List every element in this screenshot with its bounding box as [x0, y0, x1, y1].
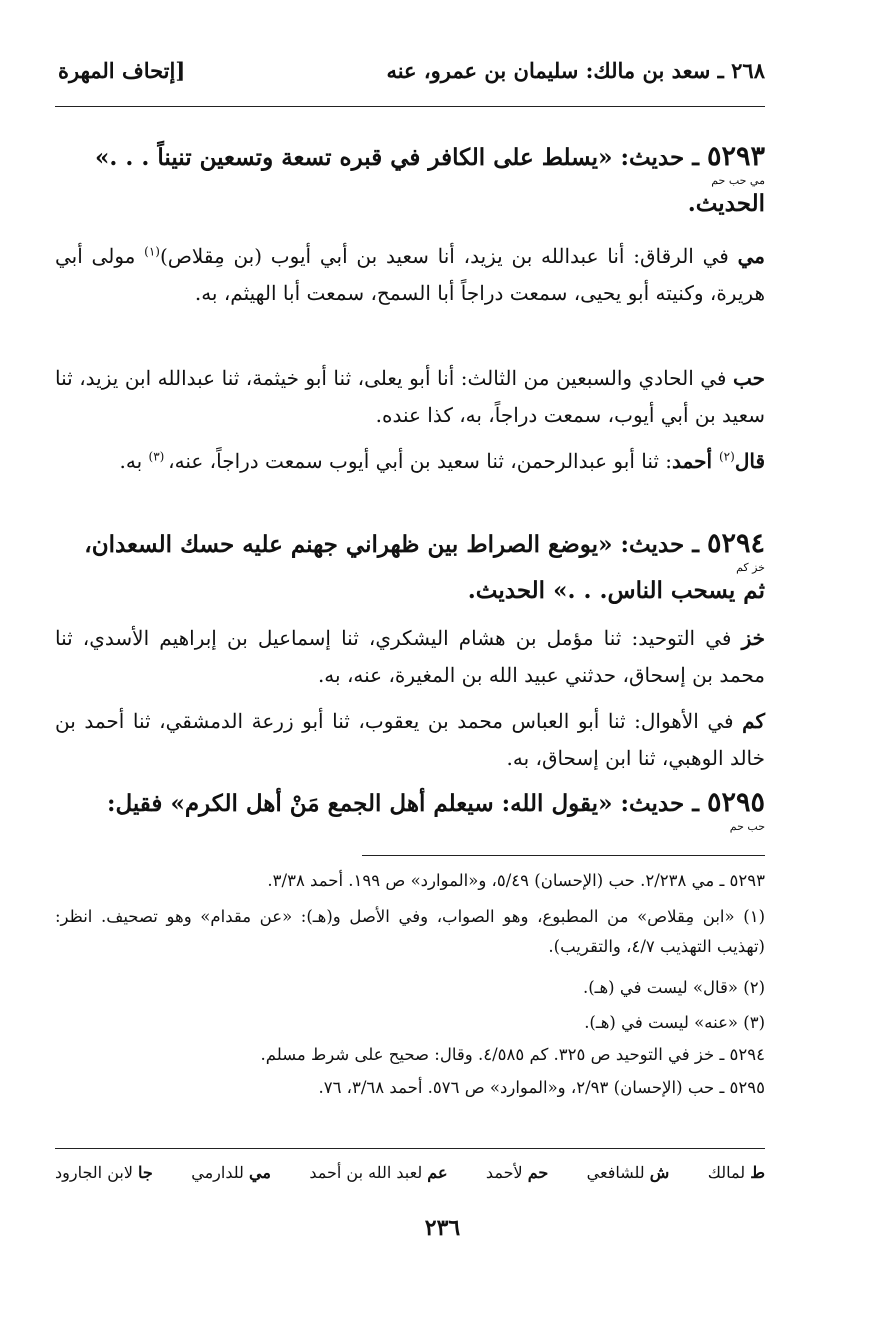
footnote-ref-3: (٣) — [148, 449, 169, 464]
legend-name: لأحمد — [485, 1163, 523, 1182]
entry-number: ٥٢٩٤ — [706, 528, 765, 559]
page-number: ٢٣٦ — [424, 1215, 461, 1241]
running-title: ٢٦٨ ـ سعد بن مالك: سليمان بن عمرو، عنه — [386, 58, 765, 83]
source-siglum: قال — [734, 449, 765, 473]
legend-item — [191, 1163, 271, 1182]
entry-number: ٥٢٩٥ — [706, 787, 765, 818]
hadith-entry-5293 — [55, 140, 765, 221]
hadith-entry-5294 — [55, 527, 765, 608]
source-siglum: حب — [732, 366, 765, 390]
entry-label: ـ حديث: — [612, 144, 707, 171]
chain-paragraph-hakim — [55, 703, 765, 777]
legend-code: مي — [248, 1163, 271, 1182]
chain-text: في الأهوال: ثنا أبو العباس محمد بن يعقوب، ثنا أبو زرعة الدمشقي، ثنا أحمد بن خالد الوهبي، ثنا ابن إسحاق، به. — [55, 709, 765, 770]
legend-code: جا — [138, 1163, 153, 1182]
legend-code: ط — [750, 1163, 765, 1182]
chain-text: في الرقاق: أنا عبدالله بن يزيد، أنا سعيد بن أبي أيوب (بن مِقلاص) — [159, 244, 738, 268]
book-title: [إتحاف المهرة — [58, 58, 186, 83]
chain-paragraph-ahmad — [55, 443, 765, 480]
chain-text: به. — [119, 449, 149, 473]
footnote-ref-1: (١) — [144, 244, 160, 259]
source-siglum: خز — [741, 626, 765, 650]
legend-name: للشافعي — [586, 1163, 645, 1182]
legend-name: لابن الجارود — [55, 1163, 133, 1182]
legend-item — [309, 1163, 447, 1182]
entry-label: ـ حديث: — [612, 531, 707, 558]
legend-name: لعبد الله بن أحمد — [309, 1163, 423, 1182]
entry-title — [55, 527, 765, 562]
entry-text: «يوضع الصراط بين ظهراني جهنم عليه حسك السعدان، — [84, 531, 613, 558]
source-siglum: مي — [737, 244, 765, 268]
entry-continuation: الحديث. — [687, 190, 765, 217]
chain-paragraph-darimi — [55, 238, 765, 312]
footnote-1: (١) «ابن مِقلاص» من المطبوع، وهو الصواب، وفي الأصل و(هـ): «عن مقدام» وهو تصحيف. انظر: (تهذيب التهذيب ٤/٧، والتقريب). — [55, 907, 765, 956]
chain-text: في التوحيد: ثنا مؤمل بن هشام اليشكري، ثنا إسماعيل بن إبراهيم الأسدي، ثنا محمد بن إسحاق، حدثني عبيد الله بن المغيرة، عنه، به. — [55, 626, 765, 687]
entry-sigla: خز كم — [736, 561, 765, 574]
legend-code: عم — [427, 1163, 448, 1182]
legend-code: حم — [527, 1163, 549, 1182]
source-name: أحمد — [672, 449, 719, 473]
legend-code: ش — [649, 1163, 670, 1182]
footnote-takhrij-5293: ٥٢٩٣ ـ مي ٢/٢٣٨. حب (الإحسان) ٥/٤٩، و«الموارد» ص ١٩٩. أحمد ٣/٣٨. — [267, 871, 765, 890]
footnote-takhrij-5295: ٥٢٩٥ ـ حب (الإحسان) ٢/٩٣، و«الموارد» ص ٥٧٦. أحمد ٣/٦٨، ٧٦. — [318, 1078, 765, 1097]
chain-paragraph-ibn-khuzayma — [55, 620, 765, 694]
entry-sigla: مي حب حم — [711, 174, 765, 187]
footnote-takhrij-5294: ٥٢٩٤ ـ خز في التوحيد ص ٣٢٥. كم ٤/٥٨٥. وقال: صحيح على شرط مسلم. — [260, 1045, 765, 1064]
source-siglum: كم — [742, 709, 765, 733]
chain-paragraph-ibn-hibban — [55, 360, 765, 434]
legend-rule — [55, 1148, 765, 1149]
entry-title — [55, 140, 765, 175]
entry-text: «يقول الله: سيعلم أهل الجمع مَنْ أهل الكرم» فقيل: — [106, 790, 613, 817]
legend-item — [587, 1163, 670, 1182]
legend-name: للدارمي — [191, 1163, 244, 1182]
legend-item — [486, 1163, 548, 1182]
chain-text: مولى أبي هريرة، وكنيته أبو يحيى، سمعت دراجاً أبا السمح، سمعت أبا الهيثم، به. — [55, 244, 765, 305]
entry-title — [55, 786, 765, 821]
entry-label: ـ حديث: — [612, 790, 707, 817]
legend-item — [708, 1163, 765, 1182]
footnote-rule — [362, 855, 765, 856]
entry-continuation: ثم يسحب الناس. . .» الحديث. — [467, 577, 765, 604]
entry-sigla: حب حم — [729, 820, 765, 833]
sigla-legend — [55, 1163, 765, 1182]
legend-item — [55, 1163, 153, 1182]
legend-name: لمالك — [707, 1163, 746, 1182]
chain-text: : ثنا أبو عبدالرحمن، ثنا سعيد بن أبي أيوب سمعت دراجاً، عنه، — [168, 449, 673, 473]
hadith-entry-5295 — [55, 786, 765, 833]
footnote-3: (٣) «عنه» ليست في (هـ). — [584, 1013, 765, 1032]
footnote-ref-2: (٢) — [718, 449, 735, 464]
header-rule — [55, 106, 765, 107]
chain-text: في الحادي والسبعين من الثالث: أنا أبو يعلى، ثنا أبو خيثمة، ثنا عبدالله ابن يزيد، ثنا سعيد بن أبي أيوب، سمعت دراجاً، به، كذا عنده. — [55, 366, 765, 427]
footnote-2: (٢) «قال» ليست في (هـ). — [582, 978, 765, 997]
entry-number: ٥٢٩٣ — [706, 141, 765, 172]
entry-text: «يسلط على الكافر في قبره تسعة وتسعين تنيناً . . .» — [94, 144, 613, 171]
